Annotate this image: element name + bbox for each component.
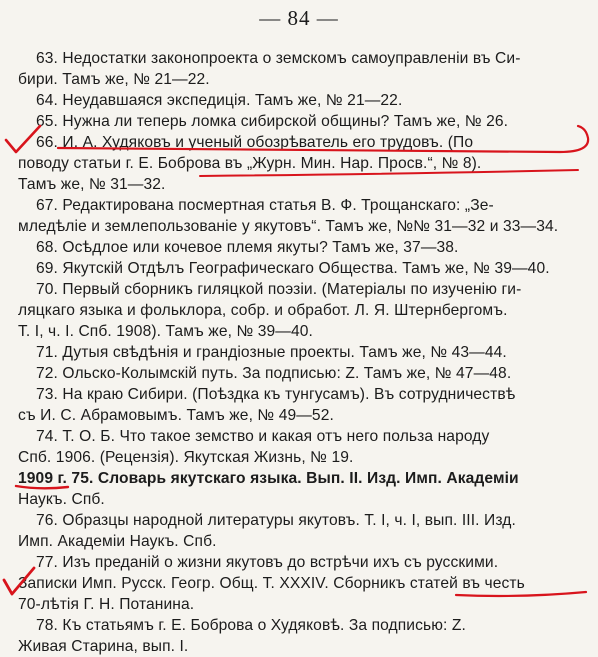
entry-78-line-2: Живая Старина, вып. I. <box>18 638 189 655</box>
entry-68-line-1: 68. Осѣдлое или кочевое племя якуты? Тамъ же, 37—38. <box>36 239 459 256</box>
entry-65-line-1: 65. Нужна ли теперь ломка сибирской общины? Тамъ же, № 26. <box>36 113 509 130</box>
entry-64-line-1: 64. Неудавшаяся экспедиція. Тамъ же, № 21—22. <box>36 92 403 109</box>
entry-75-line-1: 1909 г. 75. Словарь якутскаго языка. Вып. II. Изд. Имп. Академіи <box>18 470 519 487</box>
entry-73-line-1: 73. На краю Сибири. (Поѣздка къ тунгусамъ). Въ сотрудничествѣ <box>36 386 516 403</box>
entry-77-line-3: 70-лѣтія Г. Н. Потанина. <box>18 596 195 613</box>
entry-76-line-1: 76. Образцы народной литературы якутовъ. Т. I, ч. I, вып. III. Изд. <box>36 512 516 529</box>
entry-72-line-1: 72. Ольско-Колымскій путь. За подписью: Z. Тамъ же, № 47—48. <box>36 365 512 382</box>
entry-77-line-1: 77. Изъ преданій о жизни якутовъ до встрѣчи ихъ съ русскими. <box>36 554 499 571</box>
entry-63-line-2: биpи. Тамъ же, № 21—22. <box>18 71 210 88</box>
entry-67-line-2: мледѣліе и землепользованіе у якутовъ“. Тамъ же, №№ 31—32 и 33—34. <box>18 218 559 235</box>
entry-70-line-3: Т. I, ч. I. Спб. 1908). Тамъ же, № 39—40. <box>18 323 313 340</box>
page-number: — 84 — <box>259 6 339 30</box>
entry-67-line-1: 67. Редактирована посмертная статья В. Ф. Трощанскаго: „Зе- <box>36 197 494 214</box>
entry-77-line-2: Записки Имп. Русск. Геогр. Общ. Т. XXXIV. Сборникъ статей въ честь <box>18 575 525 592</box>
entry-76-line-2: Имп. Академіи Наукъ. Спб. <box>18 533 217 550</box>
entry-66-line-2: поводу статьи г. Е. Боброва въ „Журн. Мин. Нар. Просв.“, № 8). <box>18 155 482 172</box>
entry-66-line-3: Тамъ же, № 31—32. <box>18 176 166 193</box>
entry-70-line-1: 70. Первый сборникъ гиляцкой поэзіи. (Матеріалы по изученію ги- <box>36 281 522 298</box>
entry-73-line-2: съ И. С. Абрамовымъ. Тамъ же, № 49—52. <box>18 407 334 424</box>
entry-74-line-2: Спб. 1906. (Рецензія). Якутская Жизнь, № 19. <box>18 449 354 466</box>
checkmark-66-icon <box>6 126 40 152</box>
entry-75-line-2: Наукъ. Спб. <box>18 491 105 508</box>
entry-78-line-1: 78. Къ статьямъ г. Е. Боброва о Худяковѣ. За подписью: Z. <box>36 617 466 634</box>
entry-70-line-2: ляцкаго языка и фольклора, собр. и обработ. Л. Я. Штернбергомъ. <box>18 302 508 319</box>
entry-74-line-1: 74. Т. О. Б. Что такое земство и какая отъ него польза народу <box>36 428 490 445</box>
entry-66-line-1: 66. И. А. Худяковъ и ученый обозрѣватель его трудовъ. (По <box>36 134 474 151</box>
entry-69-line-1: 69. Якутскій Отдѣлъ Географическаго Общества. Тамъ же, № 39—40. <box>36 260 550 277</box>
entry-71-line-1: 71. Дутыя свѣдѣнія и грандіозные проекты. Тамъ же, № 43—44. <box>36 344 507 361</box>
entry-63-line-1: 63. Недостатки законопроекта о земскомъ самоуправленіи въ Си- <box>36 50 521 67</box>
